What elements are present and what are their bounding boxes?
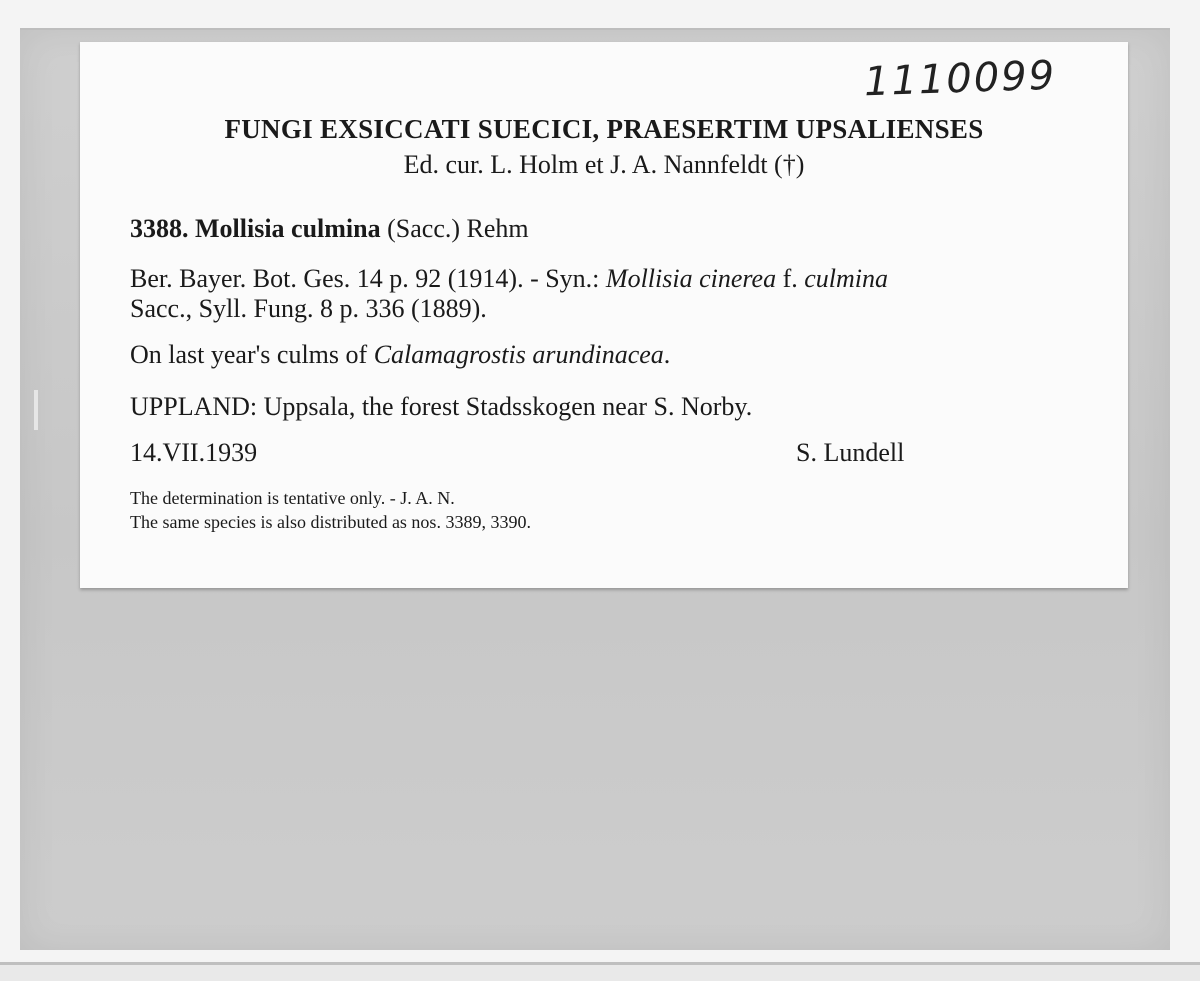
habitat-suffix: . [663, 340, 671, 369]
specimen-authority: (Sacc.) Rehm [387, 214, 529, 243]
citation-line-1 [130, 264, 888, 294]
synonym-epithet: culmina [804, 264, 889, 293]
editors-line: Ed. cur. L. Holm et J. A. Nannfeldt (†) [403, 150, 805, 179]
specimen-name: Mollisia culmina [195, 214, 381, 243]
locality-line: UPPLAND: Uppsala, the forest Stadsskogen near S. Norby. [130, 392, 753, 421]
habitat-prefix: On last year's culms of [130, 340, 374, 369]
series-title: FUNGI EXSICCATI SUECICI, PRAESERTIM UPSALIENSES [224, 114, 984, 144]
host-name: Calamagrostis arundinacea [373, 340, 664, 369]
packet-edge-mark [34, 390, 38, 430]
citation-line-2: Sacc., Syll. Fung. 8 p. 336 (1889). [130, 294, 487, 323]
citation-text: Ber. Bayer. Bot. Ges. 14 p. 92 (1914). - Syn.: [130, 264, 606, 293]
bottom-strip [0, 962, 1200, 981]
collection-date: 14.VII.1939 [130, 438, 258, 467]
habitat-line [130, 340, 670, 370]
determination-note: The determination is tentative only. - J. A. N. [130, 488, 455, 508]
specimen-number: 3388. [130, 214, 189, 243]
collector-name: S. Lundell [796, 438, 905, 467]
specimen-name-line [130, 214, 529, 244]
specimen-label [80, 42, 1128, 588]
synonym-name: Mollisia cinerea [605, 264, 777, 293]
synonym-rank: f. [776, 264, 805, 293]
distribution-note: The same species is also distributed as nos. 3389, 3390. [130, 512, 531, 532]
catalog-number: 1110099 [863, 52, 1057, 106]
